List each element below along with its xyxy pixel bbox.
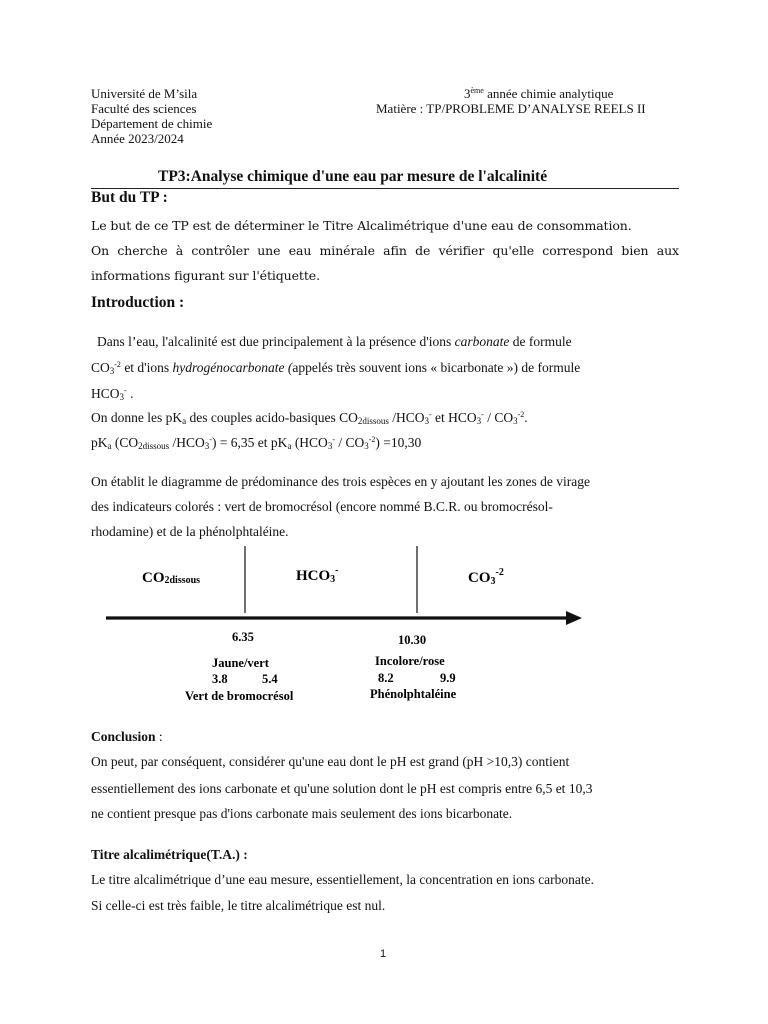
- intro-line-7: des indicateurs colorés : vert de bromocrésol (encore nommé B.C.R. ou bromocrésol-: [91, 499, 553, 514]
- indicator-2-low: 8.2: [378, 671, 394, 685]
- intro-line-6: On établit le diagramme de prédominance des trois espèces en y ajoutant les zones de virage: [91, 474, 590, 489]
- conclusion-line-2: essentiellement des ions carbonate et qu'une solution dont le pH est compris entre 6,5 et 10,3: [91, 781, 593, 796]
- pka1-label: 6.35: [232, 630, 254, 644]
- conclusion-line-1: On peut, par conséquent, considérer qu'une eau dont le pH est grand (pH >10,3) contient: [91, 754, 570, 769]
- intro-line-8: rhodamine) et de la phénolphtaléine.: [91, 524, 289, 539]
- header-subject: Matière : TP/PROBLEME D’ANALYSE REELS II: [376, 101, 646, 116]
- indicator-2-colors: Incolore/rose: [375, 654, 445, 668]
- indicator-1-colors: Jaune/vert: [212, 656, 269, 670]
- but-line-1: Le but de ce TP est de déterminer le Titre Alcalimétrique d'une eau de consommation.: [91, 218, 632, 233]
- intro-line-1: Dans l’eau, l'alcalinité est due principalement à la présence d'ions carbonate de formule: [97, 334, 572, 349]
- intro-line-3: $HCO_3^-$ .: [91, 386, 134, 402]
- predominance-diagram: [0, 540, 768, 710]
- indicator-2-name: Phénolphtaléine: [370, 687, 457, 701]
- indicator-1-high: 5.4: [262, 672, 278, 686]
- species-co2: CO2dissous: [142, 570, 201, 586]
- section-heading-but: But du TP :: [91, 189, 168, 206]
- indicator-2-high: 9.9: [440, 671, 456, 685]
- but-line-2: On cherche à contrôler une eau minérale afin de vérifier qu'elle correspond bien aux: [91, 243, 679, 258]
- indicator-1-low: 3.8: [212, 672, 228, 686]
- but-line-3: informations figurant sur l'étiquette.: [91, 268, 320, 283]
- pka2-label: 10.30: [398, 633, 427, 647]
- intro-line-2: $CO_3^{-2}$ et d'ions hydrogénocarbonate (appelés très souvent ions « bicarbonate ») de formule: [91, 360, 581, 376]
- species-hco3: HCO3-: [296, 565, 339, 585]
- intro-line-5: $pK_a$ ($CO_{2dissous}$ $/HCO_3^-) = 6,35$ et $pK_a$ $(HCO_3^- / CO_3^{-2}) =10,30$: [91, 435, 422, 451]
- conclusion-line-3: ne contient presque pas d'ions carbonate mais seulement des ions bicarbonate.: [91, 806, 513, 821]
- ta-heading: Titre alcalimétrique(T.A.) :: [91, 847, 248, 862]
- species-co3: $CO3^{-2}$: [468, 567, 504, 587]
- intro-line-4: On donne les $pK_a$ des couples acido-basiques $CO_{2dissous}$ $/HCO_3^-$ et $HCO_3^- / CO_3^{-2}$.: [91, 410, 528, 426]
- indicator-1-name: Vert de bromocrésol: [185, 689, 294, 703]
- header-university: Université de M’sila: [91, 86, 198, 101]
- page-number: 1: [380, 948, 387, 960]
- ta-line-1: Le titre alcalimétrique d’une eau mesure, essentiellement, la concentration en ions carbonate.: [91, 872, 595, 887]
- header-department: Département de chimie: [91, 116, 213, 131]
- section-heading-introduction: Introduction :: [91, 294, 185, 311]
- header-level: 3ème année chimie analytique: [464, 86, 614, 101]
- header-year: Année 2023/2024: [91, 131, 184, 146]
- ph-axis-arrowhead: [566, 611, 582, 625]
- conclusion-heading: Conclusion :: [91, 729, 163, 744]
- page-title: TP3:Analyse chimique d'une eau par mesure de l'alcalinité: [158, 168, 548, 185]
- header-faculty: Faculté des sciences: [91, 101, 197, 116]
- ta-line-2: Si celle-ci est très faible, le titre alcalimétrique est nul.: [91, 898, 386, 913]
- title-underline: [91, 188, 679, 189]
